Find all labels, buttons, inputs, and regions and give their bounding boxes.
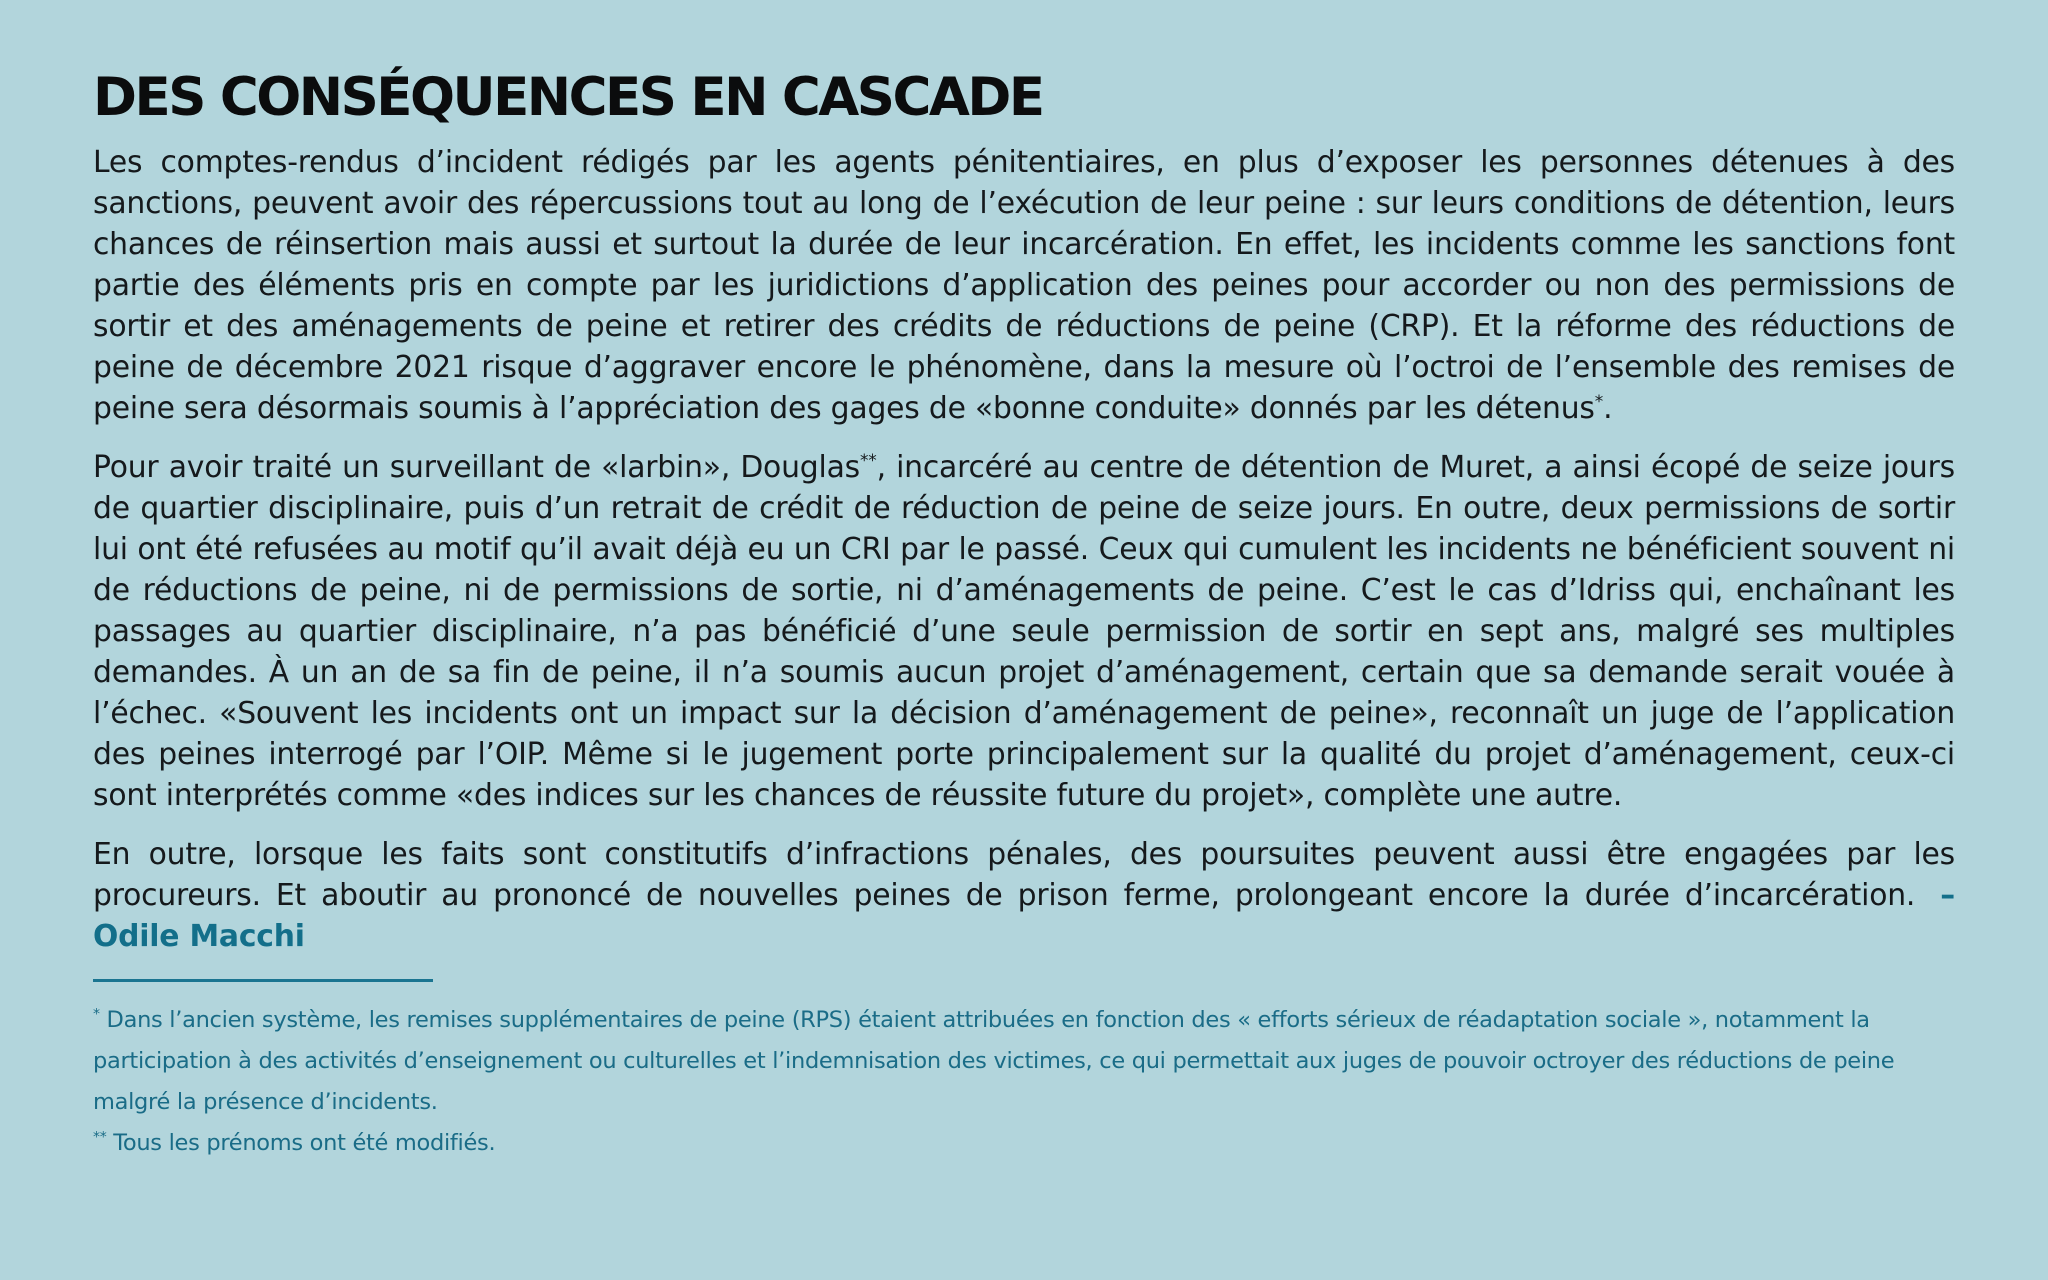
paragraph-2-text-b: , incarcéré au centre de détention de Muret, a ainsi écopé de seize jours de quartier disciplinaire, puis d’un retrait de crédit de réduction de peine de seize jours. En outre, deux permissions de sortir lui ont été refusées au motif qu’il avait déjà eu un CRI par le passé. Ceux qui cumulent les incidents ne bénéficient souvent ni de réductions de peine, ni de permissions de sortie, ni d’aménagements de peine. C’est le cas d’Idriss qui, enchaînant les passages au quartier disciplinaire, n’a pas bénéficié d’une seule permission de sortir en sept ans, malgré ses multiples demandes. À un an de sa fin de peine, il n’a soumis aucun projet d’aménagement, certain que sa demande serait vouée à l’échec. «Souvent les incidents ont un impact sur la décision d’aménagement de peine», reconnaît un juge de l’application des peines interrogé par l’OIP. Même si le jugement porte principalement sur la qualité du projet d’aménagement, ceux-ci sont interprétés comme «des indices sur les chances de réussite future du projet», complète une autre. [93,450,1955,813]
paragraph-1 [93,142,1955,429]
paragraph-1-end: . [1603,391,1613,426]
footnote-1 [93,1000,1955,1123]
footnote-divider [93,979,433,982]
paragraph-1-text: Les comptes-rendus d’incident rédigés par les agents pénitentiaires, en plus d’exposer les personnes détenues à des sanctions, peuvent avoir des répercussions tout au long de l’exécution de leur peine : sur leurs conditions de détention, leurs chances de réinsertion mais aussi et surtout la durée de leur incarcération. En effet, les incidents comme les sanctions font partie des éléments pris en compte par les juridictions d’application des peines pour accorder ou non des permissions de sortir et des aménagements de peine et retirer des crédits de réductions de peine (CRP). Et la réforme des réductions de peine de décembre 2021 risque d’aggraver encore le phénomène, dans la mesure où l’octroi de l’ensemble des remises de peine sera désormais soumis à l’appréciation des gages de «bonne conduite» donnés par les détenus [93,145,1955,426]
paragraph-2-text-a: Pour avoir traité un surveillant de «larbin», Douglas [93,450,860,485]
footnote-ref-1: * [1594,392,1604,413]
paragraph-3 [93,834,1955,957]
footnote-2-marker: ** [93,1129,107,1146]
paragraph-3-text: En outre, lorsque les faits sont constitutifs d’infractions pénales, des poursuites peuvent aussi être engagées par les procureurs. Et aboutir au prononcé de nouvelles peines de prison ferme, prolongeant encore la durée d’incarcération. [93,837,1955,913]
footnote-2 [93,1123,1955,1164]
footnote-1-text: Dans l’ancien système, les remises supplémentaires de peine (RPS) étaient attribuées en fonction des « efforts sérieux de réadaptation sociale », notamment la participation à des activités d’enseignement ou culturelles et l’indemnisation des victimes, ce qui permettait aux juges de pouvoir octroyer des réductions de peine malgré la présence d’incidents. [93,1007,1895,1115]
author-byline: – Odile Macchi [93,878,1955,954]
paragraph-2 [93,447,1955,816]
footnote-1-marker: * [93,1006,100,1023]
footnote-2-text: Tous les prénoms ont été modifiés. [106,1130,496,1156]
article-title: DES CONSÉQUENCES EN CASCADE [93,67,1043,128]
footnote-ref-2: ** [859,451,877,472]
